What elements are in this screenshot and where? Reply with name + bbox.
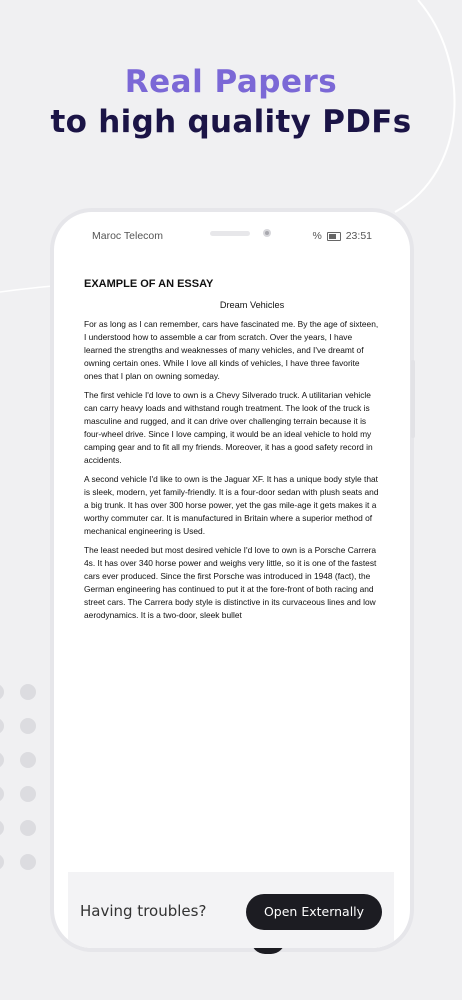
document-paragraph: A second vehicle I'd like to own is the Jaguar XF. It has a unique body style that is sleek, modern, yet family-friendly. It is a four-door sedan with plush seats and a big trunk. It has over 300 horse power, yet the gas mile-age it gets makes it a worthy commuter car. It is manufactured in Britain where a superior method of mechanical engineering is Used. (84, 474, 379, 536)
document-subtitle: Dream Vehicles (219, 300, 285, 310)
document-paragraph: For as long as I can remember, cars have fascinated me. By the age of sixteen, I understood how to assemble a car from scratch. Over the years, I have learned the strengths and weaknesses of many vehicles, and I've dreamt of owning certain ones. While I love all kinds of vehicles, I have three favorite ones that I plan on owning someday. (84, 319, 379, 381)
phone-screen (54, 212, 410, 948)
headline-line1: Real Papers (124, 64, 338, 100)
speaker-grille (210, 231, 250, 236)
headline-line2: to high quality PDFs (50, 104, 412, 140)
status-right (313, 230, 372, 242)
front-camera (263, 229, 271, 237)
document-paragraph: The least needed but most desired vehicle I'd love to own is a Porsche Carrera 4s. It has over 340 horse power and weighs very little, so it is one of the fastest cars ever produced. Since the first Porsche was introduced in 1948 (fact), the German engineering has continued to put it at the fore-front of both racing and street cars. The Carrera body style is distinctive in its curvaceous lines and low aerodynamics. It is a two-door, sleek bullet (84, 545, 377, 620)
document-title: EXAMPLE OF AN ESSAY (84, 278, 214, 290)
battery-percent: % (312, 230, 322, 242)
phone-side-button (411, 360, 415, 438)
document-paragraph: The first vehicle I'd love to own is a Chevy Silverado truck. A utilitarian vehicle can carry heavy loads and withstand rough treatment. The look of the truck is masculine and rugged, and it can drive over challenging terrain because it is four-wheel drive. Since I love camping, it would be an ideal vehicle to hold my camping gear and to fit all my friends. Moreover, it has a good safety record in accidents. (84, 390, 373, 465)
troubles-label: Having troubles? (80, 902, 207, 920)
battery-icon (327, 232, 341, 241)
headline (0, 62, 462, 142)
clock: 23:51 (345, 230, 372, 242)
bottom-action-bar (68, 872, 394, 948)
carrier-name: Maroc Telecom (92, 230, 163, 242)
open-externally-button[interactable]: Open Externally (246, 894, 382, 930)
pdf-document-preview[interactable] (84, 278, 380, 628)
